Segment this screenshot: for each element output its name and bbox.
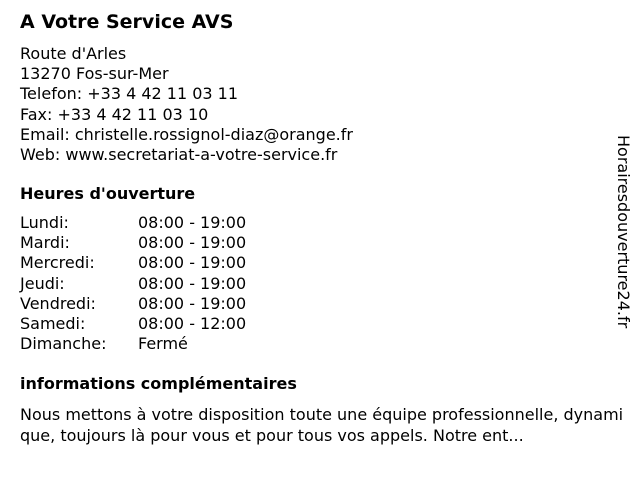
hours-row-thursday — [20, 274, 246, 294]
day-hours: 08:00 - 19:00 — [138, 253, 247, 273]
postal-city: 13270 Fos-sur-Mer — [20, 64, 169, 84]
day-label: Jeudi: — [20, 273, 65, 293]
business-name: A Votre Service AVS — [20, 11, 234, 33]
opening-hours-table — [20, 213, 246, 354]
day-hours: 08:00 - 19:00 — [138, 293, 247, 313]
site-brand-watermark: Horairesdouverture24.fr — [614, 135, 633, 329]
day-hours: 08:00 - 19:00 — [138, 233, 247, 253]
hours-row-sunday — [20, 334, 246, 354]
website-url: Web: www.secretariat-a-votre-service.fr — [20, 145, 338, 165]
additional-info-heading: informations complémentaires — [20, 374, 297, 393]
day-label: Lundi: — [20, 213, 69, 232]
hours-row-saturday — [20, 314, 246, 334]
day-label: Mercredi: — [20, 253, 95, 273]
phone-number: Telefon: +33 4 42 11 03 11 — [20, 84, 239, 104]
fax-number: Fax: +33 4 42 11 03 10 — [20, 104, 209, 124]
email-address: Email: christelle.rossignol-diaz@orange.fr — [20, 124, 353, 144]
day-label: Vendredi: — [20, 293, 96, 313]
hours-row-tuesday — [20, 233, 246, 253]
day-hours: Fermé — [138, 334, 188, 354]
day-hours: 08:00 - 12:00 — [138, 314, 247, 334]
opening-hours-heading: Heures d'ouverture — [20, 184, 196, 203]
day-label: Mardi: — [20, 233, 70, 253]
street-address: Route d'Arles — [20, 44, 127, 63]
day-hours: 08:00 - 19:00 — [138, 273, 247, 293]
day-label: Samedi: — [20, 314, 86, 334]
hours-row-monday — [20, 213, 246, 233]
hours-row-friday — [20, 294, 246, 314]
additional-info-text: Nous mettons à votre disposition toute une équipe professionnelle, dynamique, toujours là pour vous et pour tous vos appels. Notre ent... — [20, 405, 624, 445]
day-label: Dimanche: — [20, 334, 107, 354]
contact-details — [20, 44, 353, 165]
day-hours: 08:00 - 19:00 — [138, 213, 247, 232]
hours-row-wednesday — [20, 253, 246, 273]
